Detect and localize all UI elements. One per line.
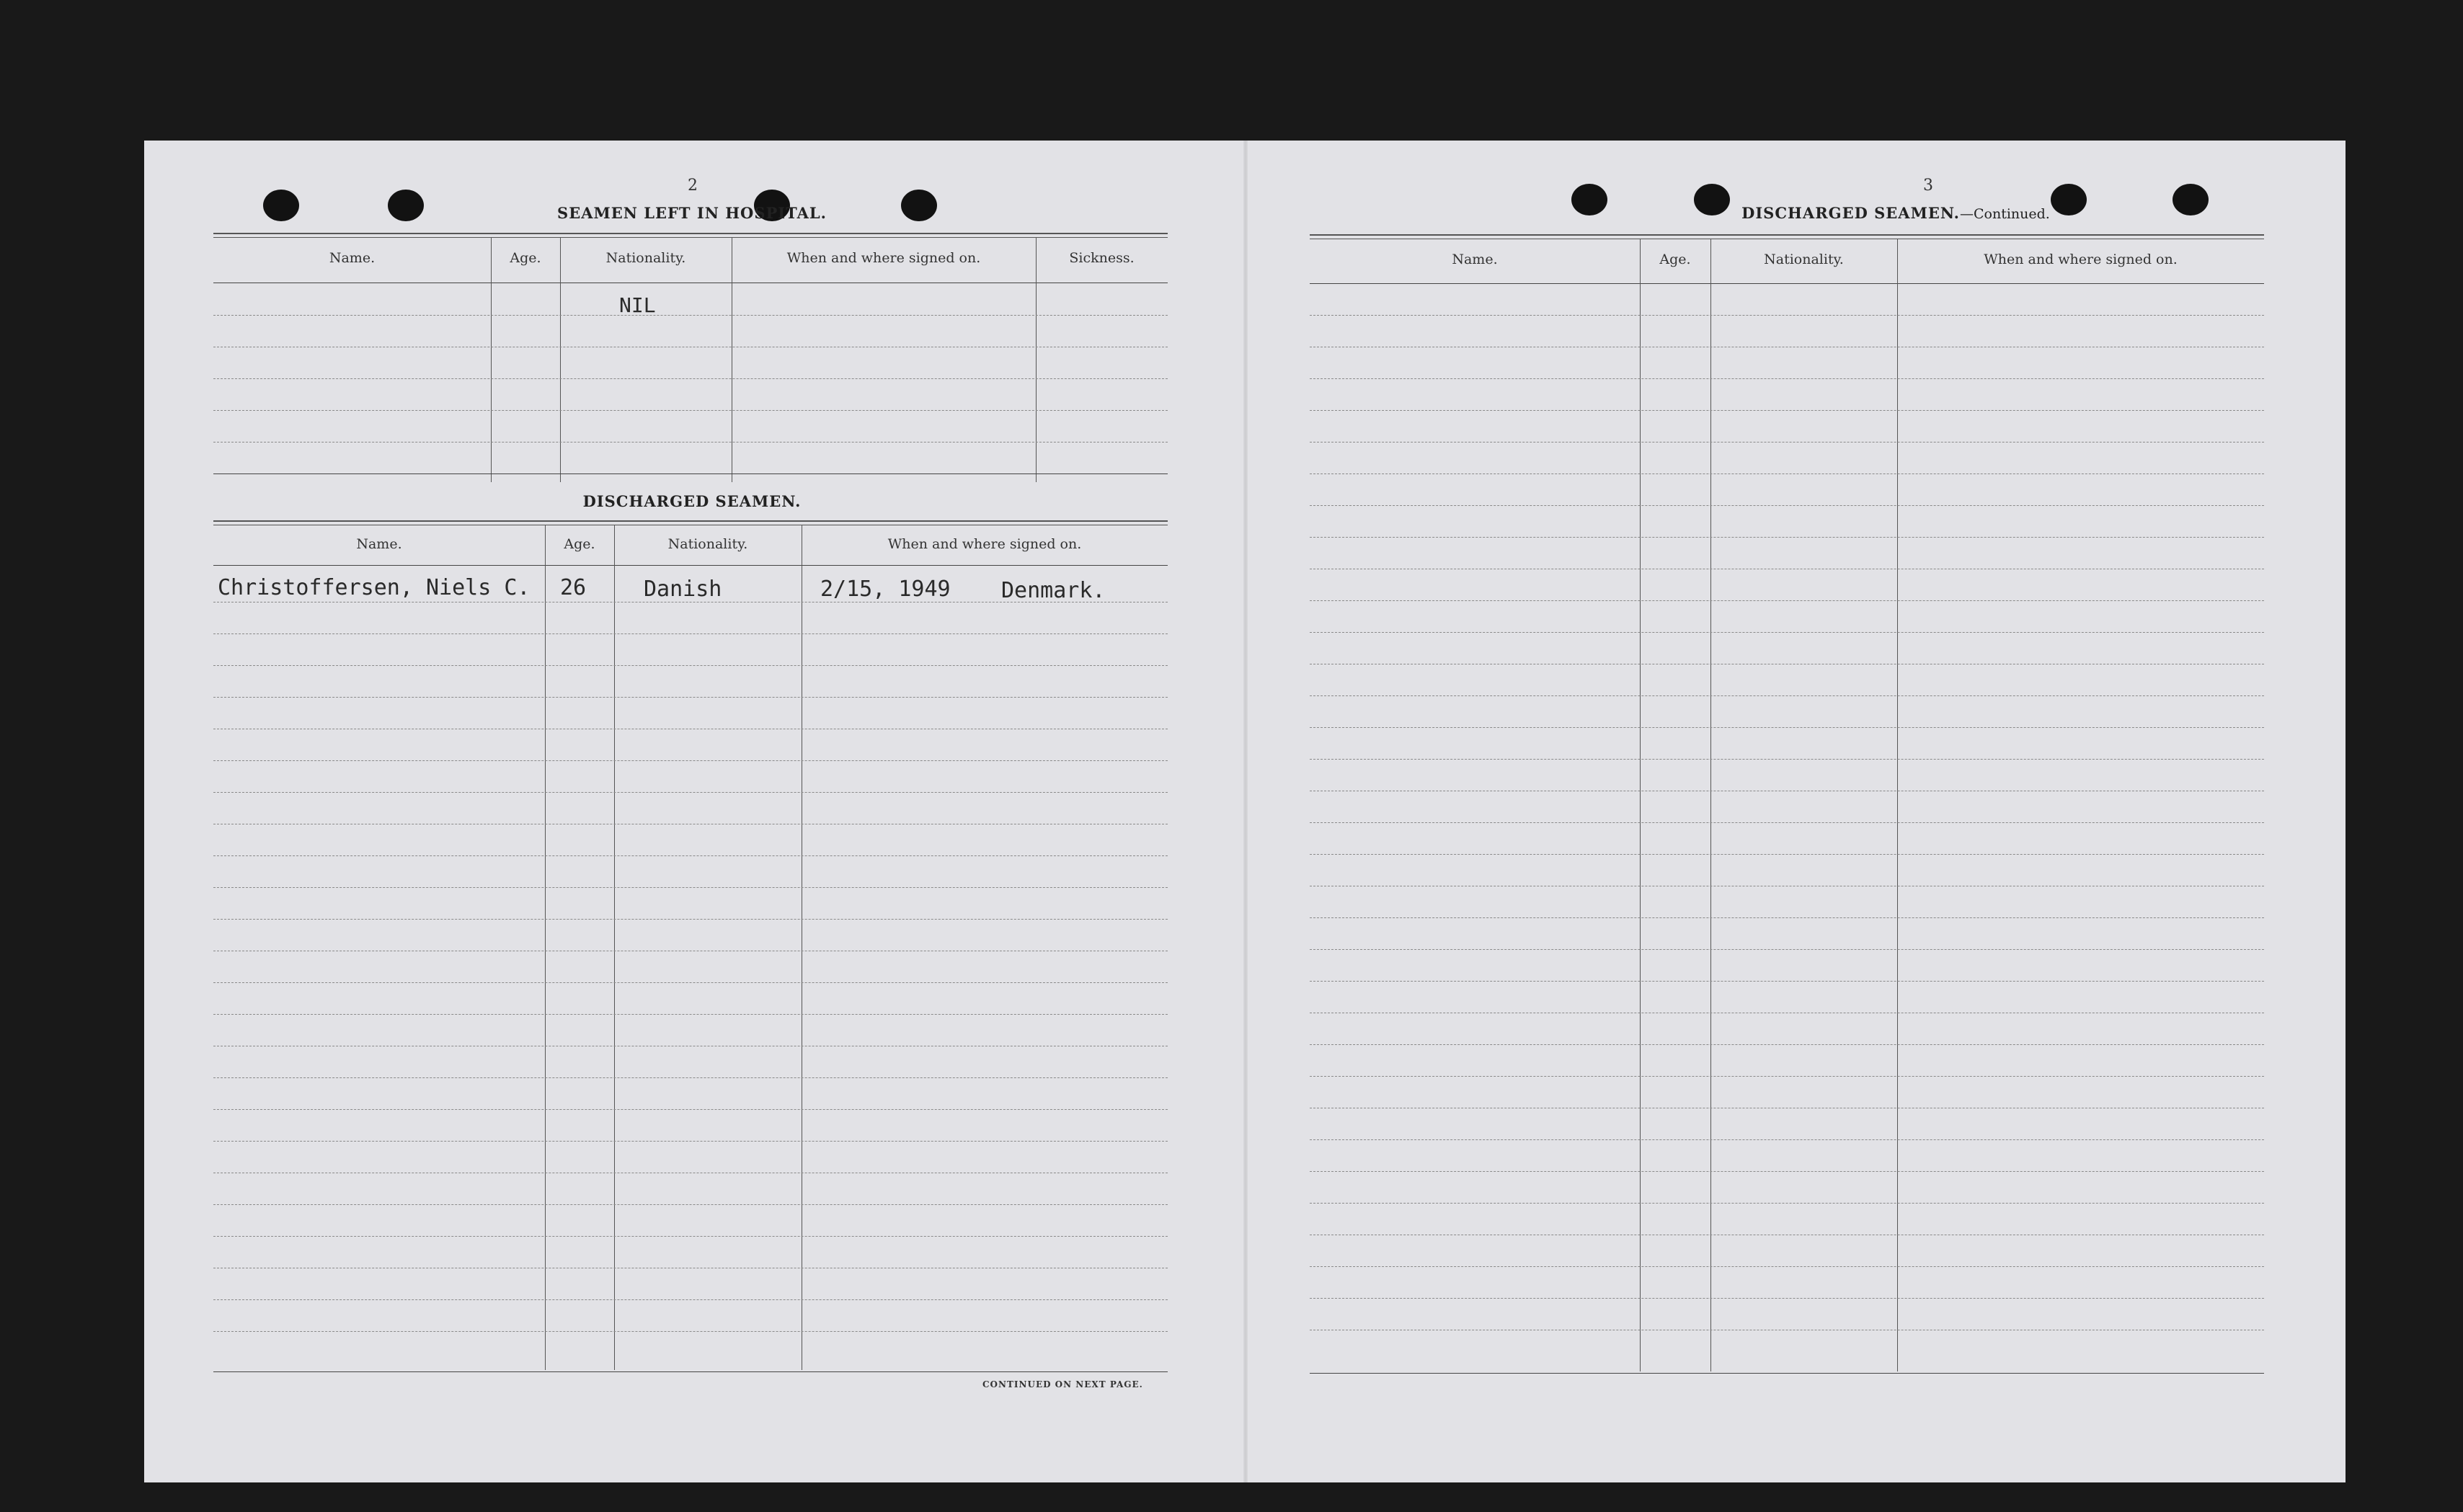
continued-note: CONTINUED ON NEXT PAGE. [982, 1379, 1143, 1389]
col-header-signed-on: When and where signed on. [887, 536, 1082, 552]
document-page [144, 141, 2346, 1482]
discharged-table-right [1310, 234, 2264, 1378]
col-header-sickness: Sickness. [1069, 250, 1135, 266]
punch-hole [388, 190, 424, 221]
col-header-nationality: Nationality. [667, 536, 748, 552]
col-header-nationality: Nationality. [1764, 252, 1844, 267]
right-title-suffix: —Continued. [1959, 206, 2050, 222]
page-number-right: 3 [1923, 177, 1933, 195]
seaman-age: 26 [560, 575, 587, 600]
seaman-nationality: Danish [644, 577, 722, 602]
col-header-age: Age. [564, 536, 595, 552]
col-header-name: Name. [356, 536, 402, 552]
col-header-signed-on: When and where signed on. [1984, 252, 2178, 267]
hospital-section-title: SEAMEN LEFT IN HOSPITAL. [557, 204, 827, 222]
hospital-table [213, 233, 1168, 484]
punch-hole [901, 190, 937, 221]
seaman-name: Christoffersen, Niels C. [218, 575, 531, 600]
punch-hole [263, 190, 299, 221]
seaman-signed-on-date: 2/15, 1949 [820, 577, 951, 602]
seaman-signed-on-place: Denmark. [1001, 578, 1106, 603]
right-section-title [1629, 204, 2162, 222]
col-header-name: Name. [1452, 252, 1498, 267]
page-fold [1243, 141, 1248, 1482]
col-header-age: Age. [1659, 252, 1691, 267]
punch-hole [1571, 184, 1607, 215]
hospital-nationality-entry: NIL [619, 293, 656, 317]
page-number-left: 2 [688, 177, 698, 195]
right-title-main: DISCHARGED SEAMEN. [1741, 204, 1960, 222]
punch-hole [2173, 184, 2209, 215]
col-header-age: Age. [510, 250, 541, 266]
discharged-table-left [213, 520, 1168, 1376]
col-header-name: Name. [329, 250, 376, 266]
col-header-nationality: Nationality. [605, 250, 686, 266]
discharged-section-title: DISCHARGED SEAMEN. [582, 492, 802, 510]
col-header-signed-on: When and where signed on. [786, 250, 981, 266]
